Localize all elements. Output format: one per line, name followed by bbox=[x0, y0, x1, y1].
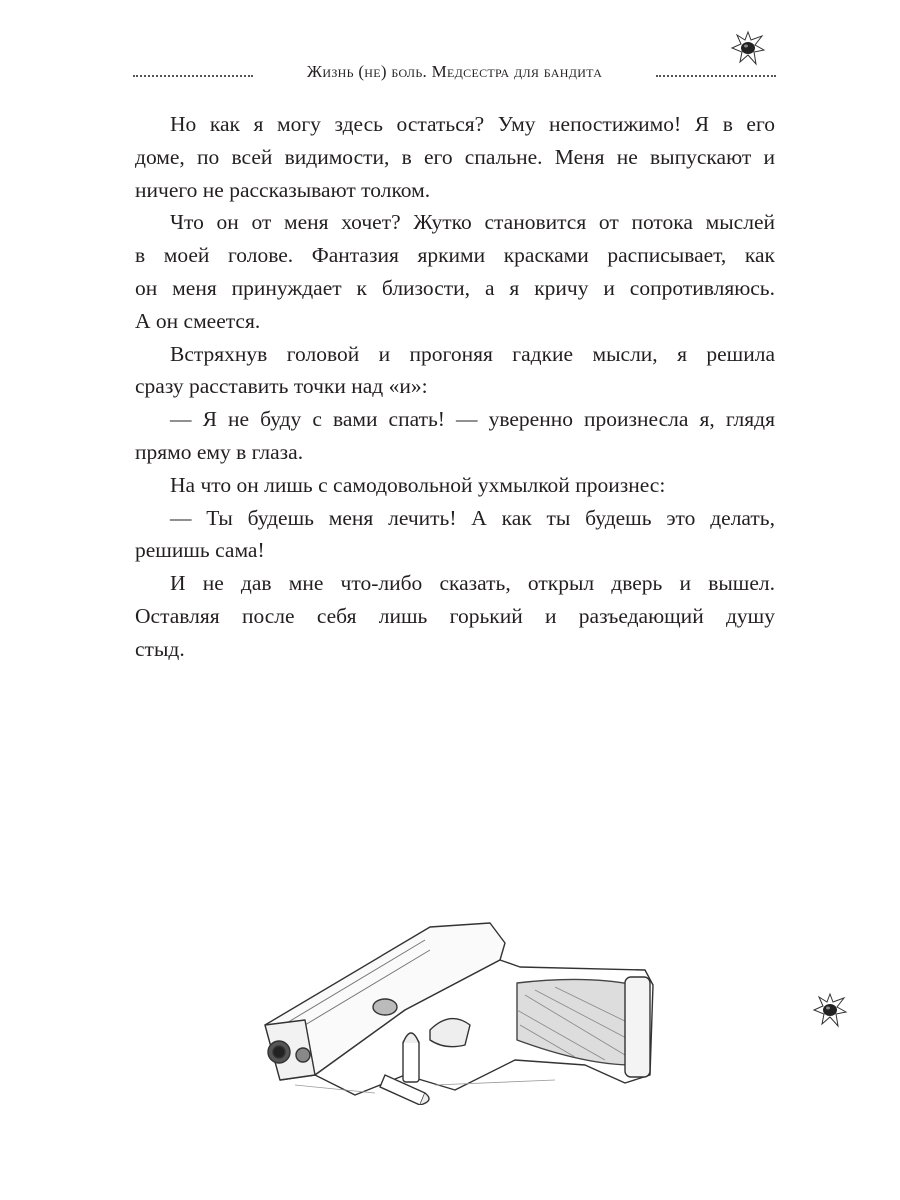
text-line: доме, по всей видимости, в его спальне. Меня не выпускают и bbox=[135, 144, 775, 169]
text-line: Встряхнув головой и прогоняя гадкие мысли, я решила bbox=[170, 341, 775, 366]
paragraph bbox=[135, 567, 775, 665]
text-line: решишь сама! bbox=[135, 538, 265, 563]
body-text bbox=[135, 108, 775, 666]
paragraph bbox=[135, 206, 775, 337]
text-line: И не дав мне что-либо сказать, открыл дверь и вышел. bbox=[170, 571, 775, 596]
text-line: Но как я могу здесь остаться? Уму непостижимо! Я в его bbox=[170, 112, 775, 136]
paragraph bbox=[135, 338, 775, 404]
text-line: Что он от меня хочет? Жутко становится от потока мыслей bbox=[170, 210, 775, 235]
text-line: Оставляя после себя лишь горький и разъедающий душу bbox=[135, 603, 775, 628]
text-line: — Я не буду с вами спать! — уверенно произнесла я, глядя bbox=[170, 407, 775, 432]
paragraph bbox=[135, 502, 775, 568]
text-line: стыд. bbox=[135, 636, 185, 661]
running-title: Жизнь (не) боль. Медсестра для бандита bbox=[306, 62, 603, 81]
text-line: А он смеется. bbox=[135, 308, 261, 333]
text-line: он меня принуждает к близости, а я кричу и сопротивляюсь. bbox=[135, 275, 775, 300]
header-divider-right bbox=[656, 75, 776, 77]
text-line: — Ты будешь меня лечить! А как ты будешь это делать, bbox=[170, 505, 775, 530]
bullet-hole-icon bbox=[810, 990, 850, 1030]
text-line: ничего не рассказывают толком. bbox=[135, 177, 431, 202]
paragraph bbox=[135, 108, 775, 206]
text-line: в моей голове. Фантазия яркими красками расписывает, как bbox=[135, 243, 775, 268]
pistol-illustration bbox=[255, 915, 665, 1105]
text-line: прямо ему в глаза. bbox=[135, 439, 304, 464]
running-header bbox=[133, 58, 776, 86]
bullet-hole-icon bbox=[728, 28, 768, 68]
header-divider-left bbox=[133, 75, 253, 77]
paragraph bbox=[135, 403, 775, 469]
paragraph bbox=[135, 469, 775, 502]
text-line: На что он лишь с самодовольной ухмылкой произнес: bbox=[170, 472, 666, 497]
text-line: сразу расставить точки над «и»: bbox=[135, 374, 428, 399]
